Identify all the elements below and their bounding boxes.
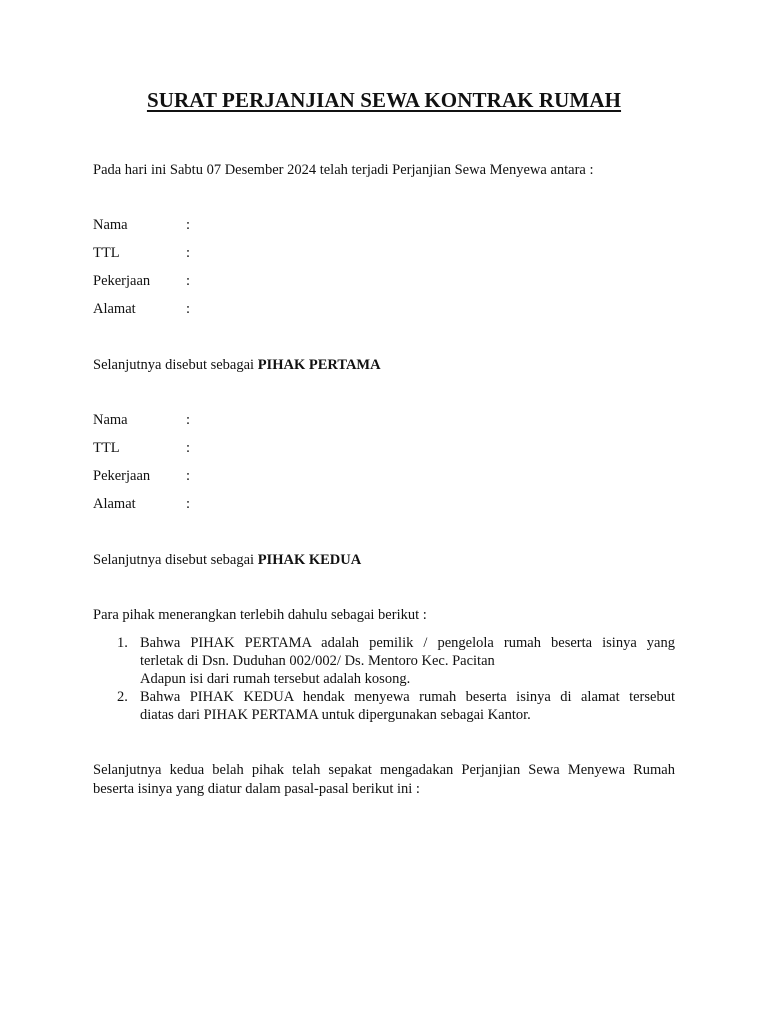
closing-line: Selanjutnya kedua belah pihak telah sepakat mengadakan Perjanjian Sewa Menyewa Rumah	[93, 762, 675, 778]
opening-paragraph: Pada hari ini Sabtu 07 Desember 2024 telah terjadi Perjanjian Sewa Menyewa antara :	[93, 162, 594, 178]
party2-field-pekerjaan	[93, 466, 393, 486]
field-separator: :	[186, 440, 191, 456]
statement-list	[93, 634, 675, 724]
field-label: Alamat	[93, 496, 136, 512]
list-item	[93, 688, 675, 724]
list-item-line: diatas dari PIHAK PERTAMA untuk dipergunakan sebagai Kantor.	[140, 707, 531, 723]
designation-prefix: Selanjutnya disebut sebagai	[93, 357, 258, 373]
field-label: Pekerjaan	[93, 468, 151, 484]
party1-name: PIHAK PERTAMA	[257, 357, 381, 373]
list-item	[93, 634, 675, 688]
closing-paragraph	[93, 761, 675, 799]
closing-line: beserta isinya yang diatur dalam pasal-pasal berikut ini :	[93, 781, 420, 797]
field-separator: :	[186, 217, 191, 233]
list-item-line: Bahwa PIHAK PERTAMA adalah pemilik / pengelola rumah beserta isinya yang	[140, 635, 675, 651]
field-separator: :	[186, 301, 191, 317]
party2-name: PIHAK KEDUA	[257, 552, 362, 568]
party1-field-ttl	[93, 243, 393, 263]
party2-field-ttl	[93, 438, 393, 458]
list-item-number: 2.	[117, 689, 128, 705]
document-title: SURAT PERJANJIAN SEWA KONTRAK RUMAH	[146, 88, 622, 112]
list-item-line: Adapun isi dari rumah tersebut adalah kosong.	[140, 671, 411, 687]
field-separator: :	[186, 496, 191, 512]
field-separator: :	[186, 245, 191, 261]
party2-field-alamat	[93, 494, 393, 514]
designation-prefix: Selanjutnya disebut sebagai	[93, 552, 258, 568]
party1-field-alamat	[93, 299, 393, 319]
party1-field-pekerjaan	[93, 271, 393, 291]
statement-intro: Para pihak menerangkan terlebih dahulu sebagai berikut :	[93, 607, 427, 623]
party2-field-nama	[93, 410, 393, 430]
field-label: Nama	[93, 412, 128, 428]
field-label: TTL	[93, 245, 120, 261]
field-label: TTL	[93, 440, 120, 456]
field-label: Pekerjaan	[93, 273, 151, 289]
field-label: Nama	[93, 217, 128, 233]
field-separator: :	[186, 412, 191, 428]
list-item-number: 1.	[117, 635, 128, 651]
list-item-line: Bahwa PIHAK KEDUA hendak menyewa rumah beserta isinya di alamat tersebut	[140, 689, 675, 705]
field-separator: :	[186, 468, 191, 484]
list-item-line: terletak di Dsn. Duduhan 002/002/ Ds. Mentoro Kec. Pacitan	[140, 653, 495, 669]
party2-designation	[93, 550, 675, 570]
field-separator: :	[186, 273, 191, 289]
field-label: Alamat	[93, 301, 136, 317]
party1-field-nama	[93, 215, 393, 235]
party1-designation	[93, 355, 675, 375]
